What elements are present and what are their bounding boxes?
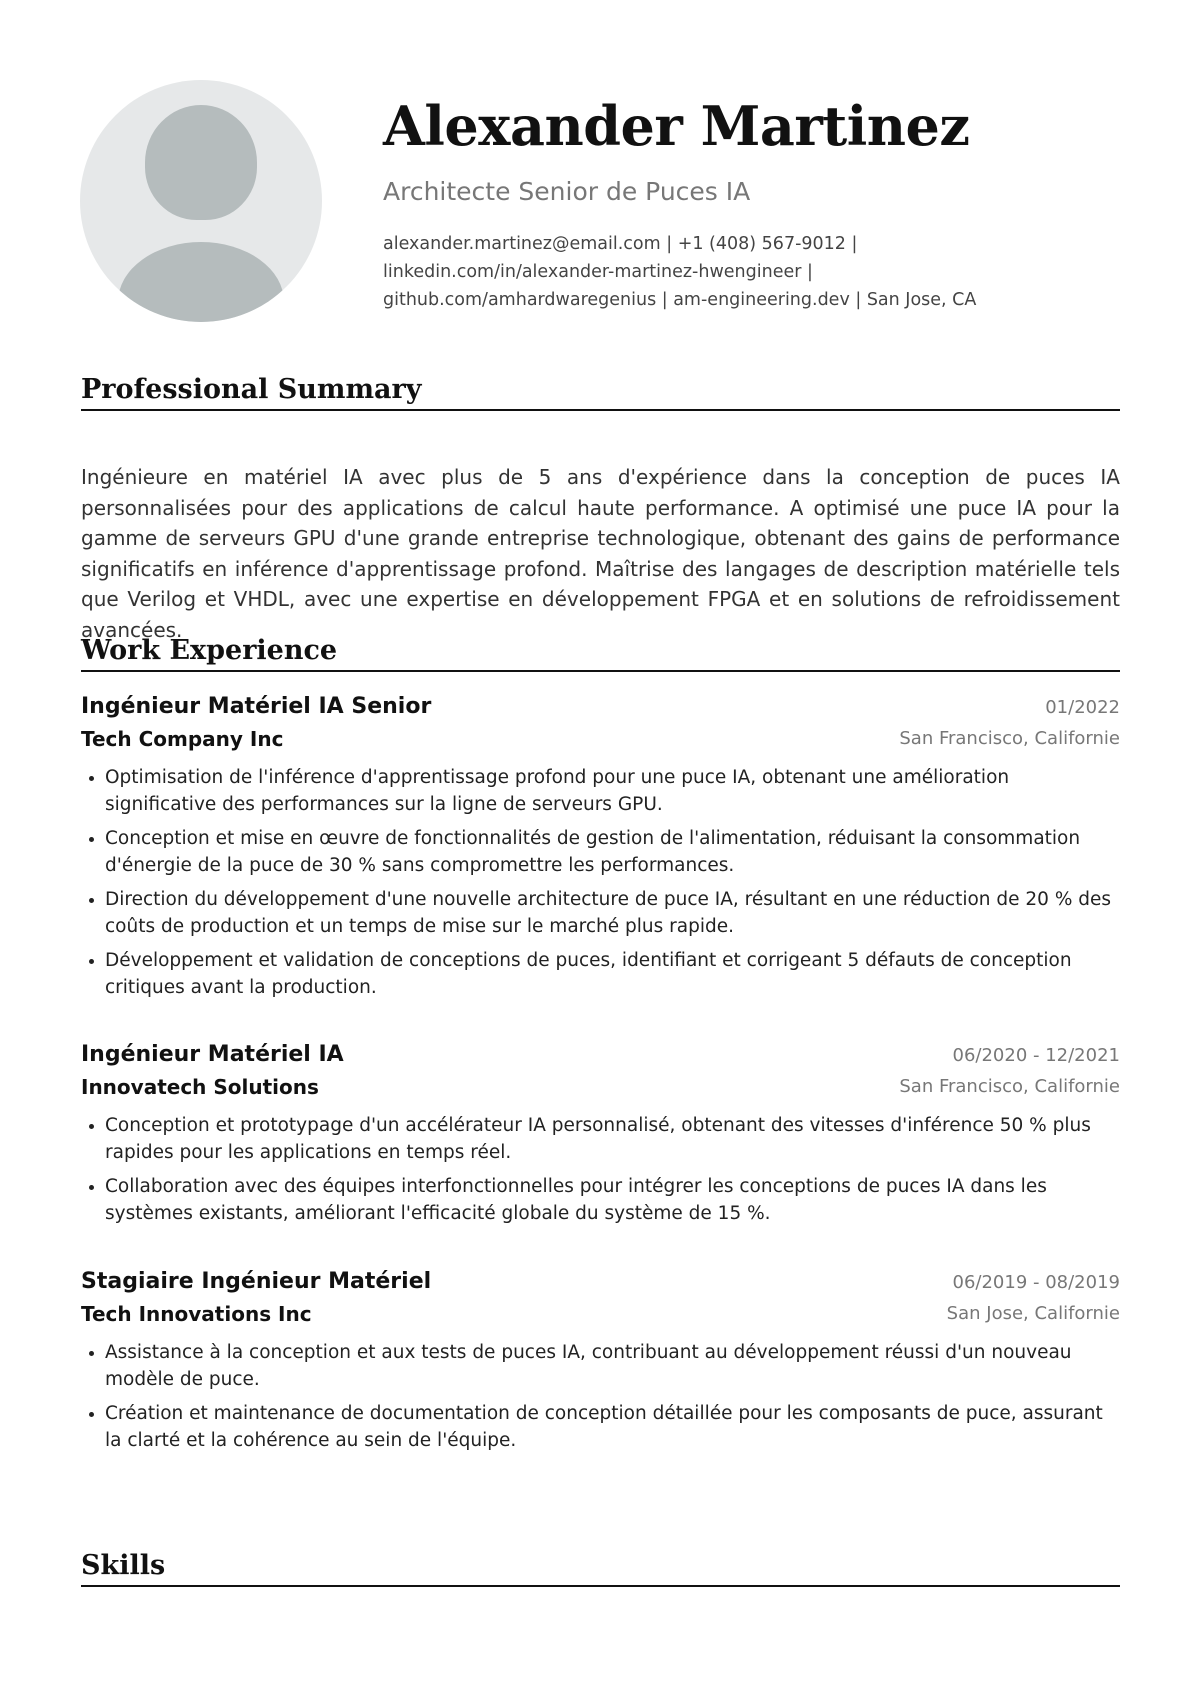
job-title: Ingénieur Matériel IA (81, 1042, 344, 1067)
job-bullets (81, 764, 1120, 1001)
job-entry (81, 1269, 1120, 1461)
avatar-head-shape (145, 105, 257, 220)
job-bullet: Conception et prototypage d'un accélérateur IA personnalisé, obtenant des vitesses d'inférence 50 % plus rapides pour les applications en temps réel. (81, 1112, 1120, 1166)
job-date: 01/2022 (1045, 697, 1120, 718)
job-bullet: Développement et validation de conceptions de puces, identifiant et corrigeant 5 défauts de conception critiques avant la production. (81, 947, 1120, 1001)
summary-heading: Professional Summary (81, 374, 1120, 411)
job-company: Innovatech Solutions (81, 1075, 319, 1099)
job-company: Tech Company Inc (81, 727, 284, 751)
job-bullets (81, 1339, 1120, 1454)
job-entry (81, 1042, 1120, 1234)
avatar-placeholder (80, 80, 322, 322)
job-bullet: Création et maintenance de documentation de conception détaillée pour les composants de puce, assurant la clarté et la cohérence au sein de l'équipe. (81, 1400, 1120, 1454)
contact-info: alexander.martinez@email.com | +1 (408) 567-9012 | linkedin.com/in/alexander-martinez-hwengineer | github.com/amhardwaregenius | am-engineering.dev | San Jose, CA (383, 234, 977, 310)
job-company: Tech Innovations Inc (81, 1302, 312, 1326)
job-title: Stagiaire Ingénieur Matériel (81, 1269, 432, 1294)
job-date: 06/2020 - 12/2021 (952, 1045, 1120, 1066)
candidate-name: Alexander Martinez (383, 94, 970, 158)
job-bullet: Optimisation de l'inférence d'apprentissage profond pour une puce IA, obtenant une amélioration significative des performances sur la ligne de serveurs GPU. (81, 764, 1120, 818)
job-bullets (81, 1112, 1120, 1227)
summary-text: Ingénieure en matériel IA avec plus de 5 ans d'expérience dans la conception de puces IA personnalisées pour des applications de calcul haute performance. A optimisé une puce IA pour la gamme de serveurs GPU d'une grande entreprise technologique, obtenant des gains de performance significatifs en inférence d'apprentissage profond. Maîtrise des langages de description matérielle tels que Verilog et VHDL, avec une expertise en développement FPGA et en solutions de refroidissement avancées. (81, 465, 1120, 642)
job-title: Ingénieur Matériel IA Senior (81, 694, 432, 719)
avatar-body-shape (118, 242, 284, 322)
job-bullet: Collaboration avec des équipes interfonctionnelles pour intégrer les conceptions de puces IA dans les systèmes existants, améliorant l'efficacité globale du système de 15 %. (81, 1173, 1120, 1227)
job-date: 06/2019 - 08/2019 (952, 1272, 1120, 1293)
skills-heading: Skills (81, 1550, 1120, 1587)
job-entry (81, 694, 1120, 1008)
job-bullet: Direction du développement d'une nouvelle architecture de puce IA, résultant en une réduction de 20 % des coûts de production et un temps de mise sur le marché plus rapide. (81, 886, 1120, 940)
job-bullet: Conception et mise en œuvre de fonctionnalités de gestion de l'alimentation, réduisant la consommation d'énergie de la puce de 30 % sans compromettre les performances. (81, 825, 1120, 879)
candidate-title: Architecte Senior de Puces IA (383, 177, 751, 206)
job-location: San Francisco, Californie (899, 1076, 1120, 1097)
job-location: San Jose, Californie (946, 1303, 1120, 1324)
experience-heading: Work Experience (81, 635, 1120, 672)
job-bullet: Assistance à la conception et aux tests de puces IA, contribuant au développement réussi d'un nouveau modèle de puce. (81, 1339, 1120, 1393)
job-location: San Francisco, Californie (899, 728, 1120, 749)
